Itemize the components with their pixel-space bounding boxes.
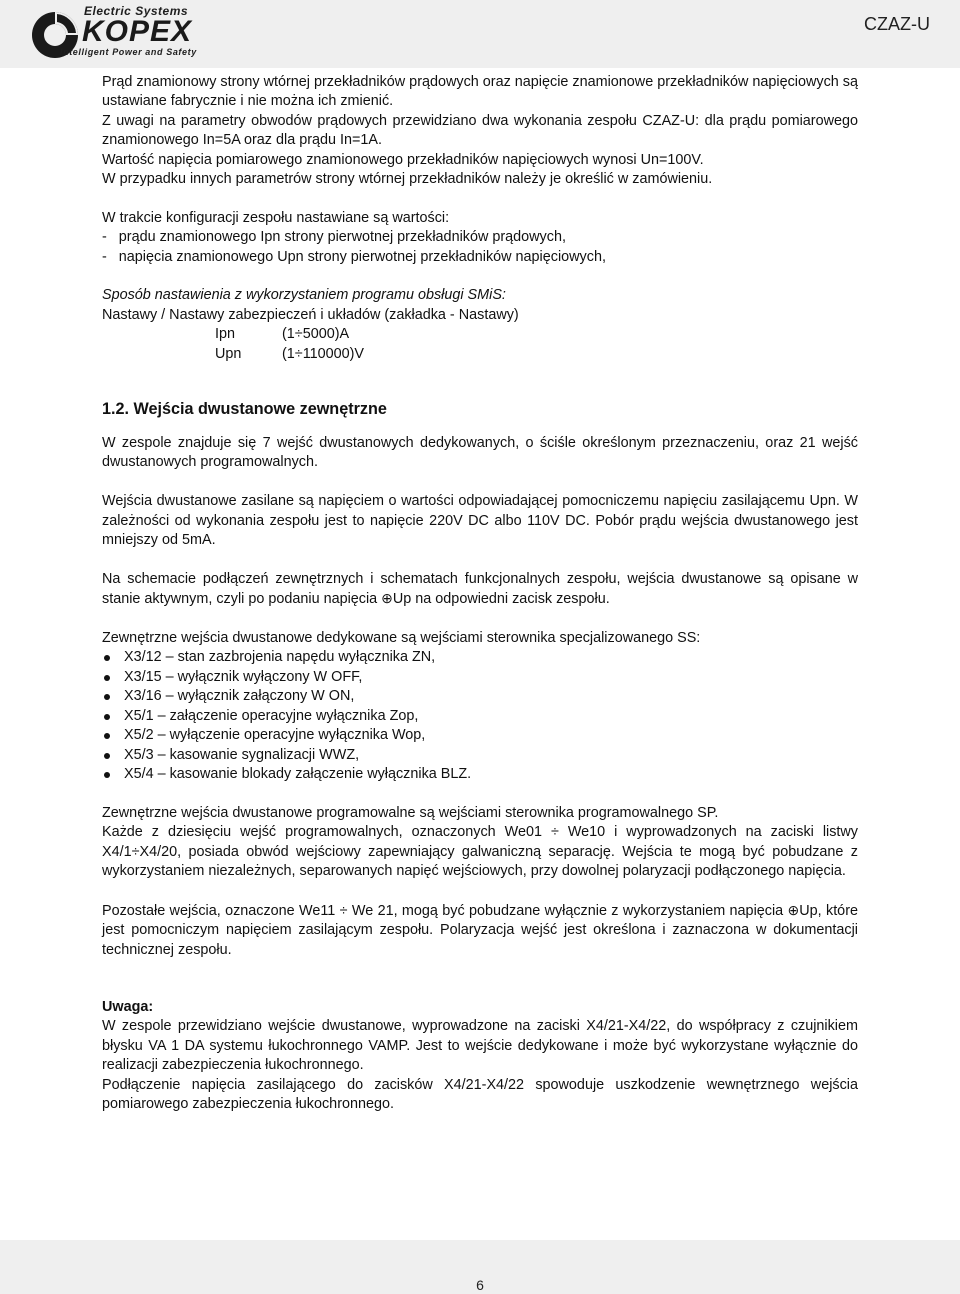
method-title: Sposób nastawienia z wykorzystaniem programu obsługi SMiS: <box>102 287 506 304</box>
section-paragraph: W zespole znajduje się 7 wejść dwustanowych dedykowanych, o ściśle określonym przeznaczeniu, oraz 21 wejść dwustanowych programowalnych. <box>102 435 858 471</box>
paragraph-text: Up na odpowiedni zacisk zespołu. <box>392 591 610 608</box>
intro-paragraph: Z uwagi na parametry obwodów prądowych przewidziano dwa wykonania zespołu CZAZ-U: dla prądu pomiarowego znamionowego In=5A oraz dla prądu In=1A. <box>102 112 858 149</box>
list-item: X5/3 – kasowanie sygnalizacji WWZ, <box>102 746 858 765</box>
config-item: - napięcia znamionowego Upn strony pierwotnej przekładników napięciowych, <box>102 248 606 265</box>
note-paragraph: W zespole przewidziano wejście dwustanowe, wyprowadzone na zaciski X4/21-X4/22, do współpracy z czujnikiem błysku VA 1 DA systemu łukochronnego VAMP. Jest to wejście dedykowane i może być wykorzystane wyłącznie do realizacji zabezpieczenia łukochronnego. <box>102 1018 858 1074</box>
logo-wordmark: KOPEX <box>82 15 193 48</box>
paragraph-text: Pozostałe wejścia, oznaczone We11 ÷ We 21, mogą być pobudzane wyłącznie z wykorzystaniem napięcia <box>102 902 788 919</box>
section-paragraph <box>102 570 858 610</box>
list-item: X5/1 – załączenie operacyjne wyłącznika Zop, <box>102 707 858 726</box>
param-name: Upn <box>215 345 242 362</box>
note-paragraph: Podłączenie napięcia zasilającego do zacisków X4/21-X4/22 spowoduje uszkodzenie wewnętrznego wejścia pomiarowego zabezpieczenia łukochronnego. <box>102 1076 858 1112</box>
settings-path: Nastawy / Nastawy zabezpieczeń i układów (zakładka - Nastawy) <box>102 306 519 323</box>
document-body <box>102 73 858 1114</box>
intro-paragraph: Wartość napięcia pomiarowego znamionowego przekładników napięciowych wynosi Un=100V. <box>102 151 704 168</box>
section-paragraph <box>102 901 858 960</box>
kopex-logo <box>30 4 200 60</box>
paragraph-text: Up, które jest pomocniczym napięciem zasilającym zespołu. Polaryzacja wejść jest określona i zaznaczona w dokumentacji technicznej zespołu. <box>102 902 858 958</box>
section-paragraph: Każde z dziesięciu wejść programowalnych, oznaczonych We01 ÷ We10 i wyprowadzonych na zaciski listwy X4/1÷X4/20, posiada obwód wejściowy zapewniający galwaniczną separację. Wejścia te mogą być pobudzane z wykorzystaniem niezależnych, separowanych napięć wejściowych, przy dowolnej polaryzacji podłączonego napięcia. <box>102 824 858 879</box>
param-range: (1÷110000)V <box>282 345 365 362</box>
logo-tagline: Intelligent Power and Safety <box>60 47 197 57</box>
section-paragraph: Zewnętrzne wejścia dwustanowe dedykowane są wejściami sterownika specjalizowanego SS: <box>102 630 701 647</box>
document-id: CZAZ-U <box>864 14 930 34</box>
list-item: X3/15 – wyłącznik wyłączony W OFF, <box>102 668 858 687</box>
intro-paragraph: Prąd znamionowy strony wtórnej przekładników prądowych oraz napięcie znamionowe przekładników napięciowych są ustawiane fabrycznie i nie można ich zmienić. <box>102 74 858 110</box>
param-range: (1÷5000)A <box>282 326 350 343</box>
dedicated-inputs-list <box>102 648 858 784</box>
list-item: X3/12 – stan zazbrojenia napędu wyłącznika ZN, <box>102 648 858 667</box>
param-row <box>102 325 858 344</box>
intro-paragraph: W przypadku innych parametrów strony wtórnej przekładników należy je określić w zamówieniu. <box>102 171 713 188</box>
page-header <box>0 0 960 68</box>
param-name: Ipn <box>215 326 236 343</box>
note-label: Uwaga: <box>102 998 154 1015</box>
config-item: - prądu znamionowego Ipn strony pierwotnej przekładników prądowych, <box>102 229 566 246</box>
paragraph-text: Na schemacie podłączeń zewnętrznych i schematach funkcjonalnych zespołu, wejścia dwustanowe są opisane w stanie aktywnym, czyli po podaniu napięcia <box>102 570 858 608</box>
oplus-icon: ⊕ <box>381 590 393 607</box>
logo-top-text: Electric Systems <box>84 4 189 18</box>
list-item: X5/2 – wyłączenie operacyjne wyłącznika Wop, <box>102 726 858 745</box>
page-number: 6 <box>476 1277 484 1293</box>
list-item: X5/4 – kasowanie blokady załączenie wyłącznika BLZ. <box>102 765 858 784</box>
section-paragraph: Zewnętrzne wejścia dwustanowe programowalne są wejściami sterownika programowalnego SP. <box>102 804 719 821</box>
section-paragraph: Wejścia dwustanowe zasilane są napięciem o wartości odpowiadającej pomocniczemu napięciu zasilającemu Upn. W zależności od wykonania zespołu jest to napięcie 220V DC albo 110V DC. Pobór prądu wejścia dwustanowego jest mniejszy od 5mA. <box>102 493 858 549</box>
oplus-icon: ⊕ <box>787 901 800 918</box>
config-lead: W trakcie konfiguracji zespołu nastawiane są wartości: <box>102 209 450 226</box>
section-heading: 1.2. Wejścia dwustanowe zewnętrzne <box>102 400 387 419</box>
list-item: X3/16 – wyłącznik załączony W ON, <box>102 687 858 706</box>
param-row <box>102 345 858 364</box>
